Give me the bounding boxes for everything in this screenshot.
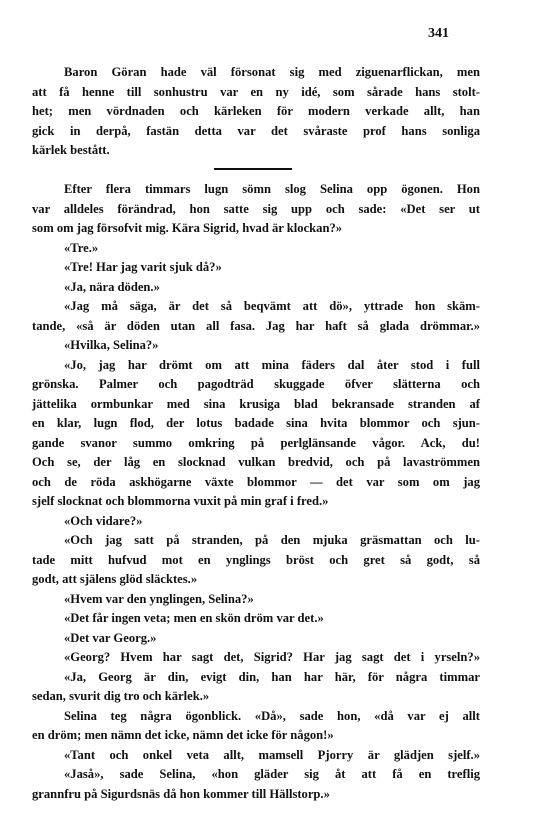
text-line: som om jag försofvit mig. Kära Sigrid, hvad är klockan?» [32,221,343,235]
text-line: grannfru på Sigurdsnäs då hon kommer till Hällstorp.» [32,786,330,801]
text-line: och de röda askhögarne växte blommor — det var som om jag [32,474,480,489]
text-line: «Det får ingen veta; men en skön dröm var det.» [64,611,324,625]
text-line: Efter flera timmars lugn sömn slog Selina opp ögonen. Hon [64,182,480,196]
text-line: «Tre.» [64,240,99,255]
text-line: «Hvilka, Selina?» [64,338,159,352]
text-line: «Ja, Georg är din, evigt din, han har här, för några timmar [64,669,480,684]
text-line: godt, att själens glöd släcktes.» [32,572,198,586]
text-line: grönska. Palmer och pagodträd skuggade öfver slätterna och [32,377,480,391]
text-line: var alldeles förändrad, hon satte sig upp och sade: «Det ser ut [32,201,480,216]
text-line: kärlek bestått. [32,143,110,157]
text-line: «Och vidare?» [64,513,143,528]
text-line: «Ja, nära döden.» [64,279,160,294]
text-line: gick in derpå, fastän detta var det svåraste prof hans sonliga [32,123,480,138]
text-line: en klar, lugn flod, der lotus badade sina hvita blommor och sjun- [32,416,480,430]
text-line: «Hvem var den ynglingen, Selina?» [64,591,254,606]
text-line: «Tant och onkel veta allt, mamsell Pjorry är glädjen sjelf.» [64,747,480,762]
text-line: tade mitt hufvud mot en ynglings bröst och gret så godt, så [32,552,480,567]
text-line: het; men vördnaden och kärleken för modern verkade allt, han [32,104,480,118]
text-line: sjelf slocknat och blommorna vuxit på min graf i fred.» [32,494,329,508]
text-line: «Tre! Har jag varit sjuk då?» [64,260,222,274]
text-line: sedan, svurit dig tro och kärlek.» [32,689,210,703]
page-number: 341 [428,26,449,41]
paragraph-2 [32,180,480,804]
text-line: Baron Göran hade väl försonat sig med ziguenarflickan, men [64,65,480,79]
paragraph-1 [32,63,480,161]
text-line: «Jag må säga, är det så beqvämt att dö», yttrade hon skäm- [64,299,480,313]
text-line: en dröm; men nämn det icke, nämn det icke för någon!» [32,728,334,742]
text-line: tande, «så är döden utan all fasa. Jag har haft så glada drömmar.» [32,318,480,333]
text-line: «Och jag satt på stranden, på den mjuka gräsmattan och lu- [64,533,480,547]
text-line: att få henne till sonhustru var en ny idé, som sårade hans stolt- [32,84,480,99]
text-line: Och se, der låg en slocknad vulkan bredvid, och på lavaströmmen [32,455,480,469]
section-divider [214,168,292,170]
text-line: «Det var Georg.» [64,630,157,645]
text-line: «Jo, jag har drömt om att mina fäders dal åter stod i full [64,357,480,372]
text-line: «Jaså», sade Selina, «hon gläder sig åt att få en treflig [64,767,480,781]
text-line: jättelika ormbunkar med sina krusiga blad bekransade stranden af [32,396,480,411]
text-line: Selina teg några ögonblick. «Då», sade hon, «då var ej allt [64,708,480,723]
text-line: «Georg? Hvem har sagt det, Sigrid? Har jag sagt det i yrseln?» [64,650,480,664]
text-line: gande svanor summo omkring på perlglänsande vågor. Ack, du! [32,435,480,450]
